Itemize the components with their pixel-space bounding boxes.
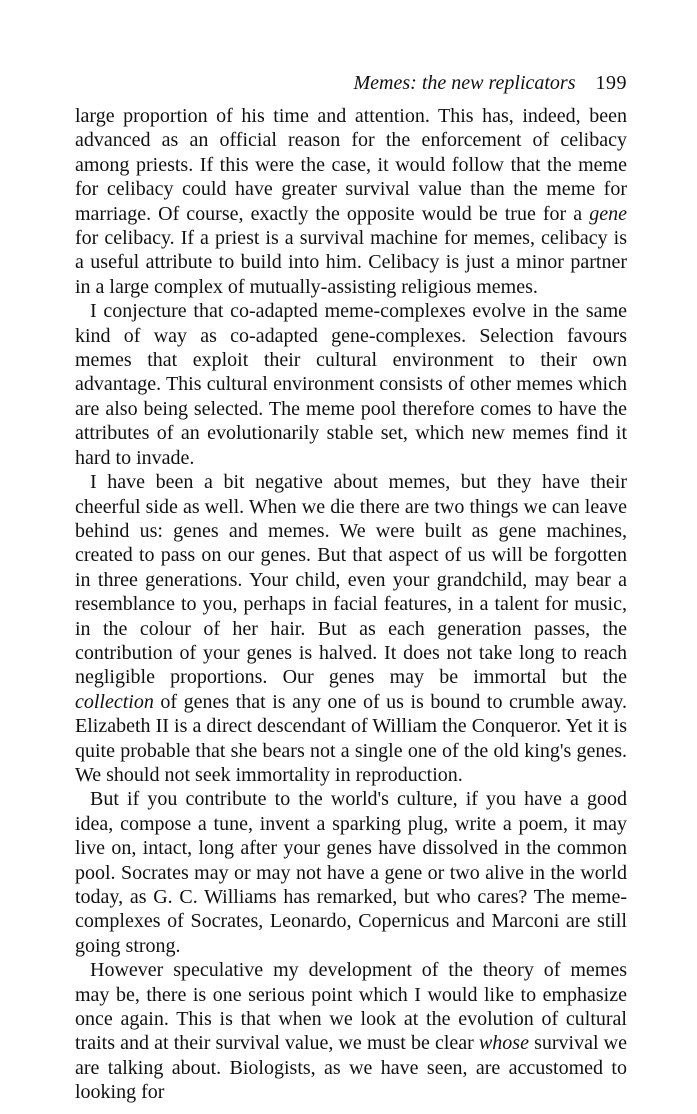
paragraph-3-italic-collection: collection [75,690,154,713]
paragraph-4-text: But if you contribute to the world's culture, if you have a good idea, compose a tune, invent a sparking plug, write a poem, it may live on, intact, long after your genes have dissolved in the common pool. Socrates may or may not have a gene or two alive in the world today, as G. C. Williams has remarked, but who cares? The meme-complexes of Socrates, Leonardo, Copernicus and Marconi are still going strong. [75,788,627,957]
paragraph-3-text-b: of genes that is any one of us is bound to crumble away. Elizabeth II is a direct descendant of William the Conqueror. Yet it is quite probable that she bears not a single one of the old king's genes. We should not seek immortality in reproduction. [75,690,627,786]
paragraph-1-text-a: large proportion of his time and attention. This has, indeed, been advanced as an official reason for the enforcement of celibacy among priests. If this were the case, it would follow that the meme for celibacy could have greater survival value than the meme for marriage. Of course, exactly the opposite would be true for a [75,105,627,225]
running-head [75,68,627,104]
paragraph-5 [75,958,627,1104]
page-number: 199 [595,72,627,94]
paragraph-2 [75,299,627,470]
paragraph-2-text: I conjecture that co-adapted meme-complexes evolve in the same kind of way as co-adapted gene-complexes. Selection favours memes that exploit their cultural environment to their own advantage. This cultural environment consists of other memes which are also being selected. The meme pool therefore comes to have the attributes of an evolutionarily stable set, which new memes find it hard to invade. [75,300,627,469]
paragraph-5-text-b: survival we are talking about. Biologists, as we have seen, are accustomed to looking for [75,1032,627,1104]
paragraph-5-italic-whose: whose [478,1032,529,1055]
body-text [75,104,627,1105]
paragraph-1-italic-gene: gene [589,202,627,225]
paragraph-3-text-a: I have been a bit negative about memes, but they have their cheerful side as well. When we die there are two things we can leave behind us: genes and memes. We were built as gene machines, created to pass on our genes. But that aspect of us will be forgotten in three generations. Your child, even your grandchild, may bear a resemblance to you, perhaps in facial features, in a talent for music, in the colour of her hair. But as each generation passes, the contribution of your genes is halved. It does not take long to reach negligible proportions. Our genes may be immortal but the [75,471,627,689]
paragraph-4 [75,787,627,958]
book-page [75,68,627,1105]
paragraph-5-text-a: However speculative my development of the theory of memes may be, there is one serious point which I would like to emphasize once again. This is that when we look at the evolution of cultural traits and at their survival value, we must be clear [75,959,627,1055]
paragraph-1-text-b: for celibacy. If a priest is a survival machine for memes, celibacy is a useful attribute to build into him. Celibacy is just a minor partner in a large complex of mutually-assisting religious memes. [75,227,627,298]
running-title: Memes: the new replicators [353,72,576,94]
paragraph-1 [75,104,627,299]
paragraph-3 [75,470,627,787]
